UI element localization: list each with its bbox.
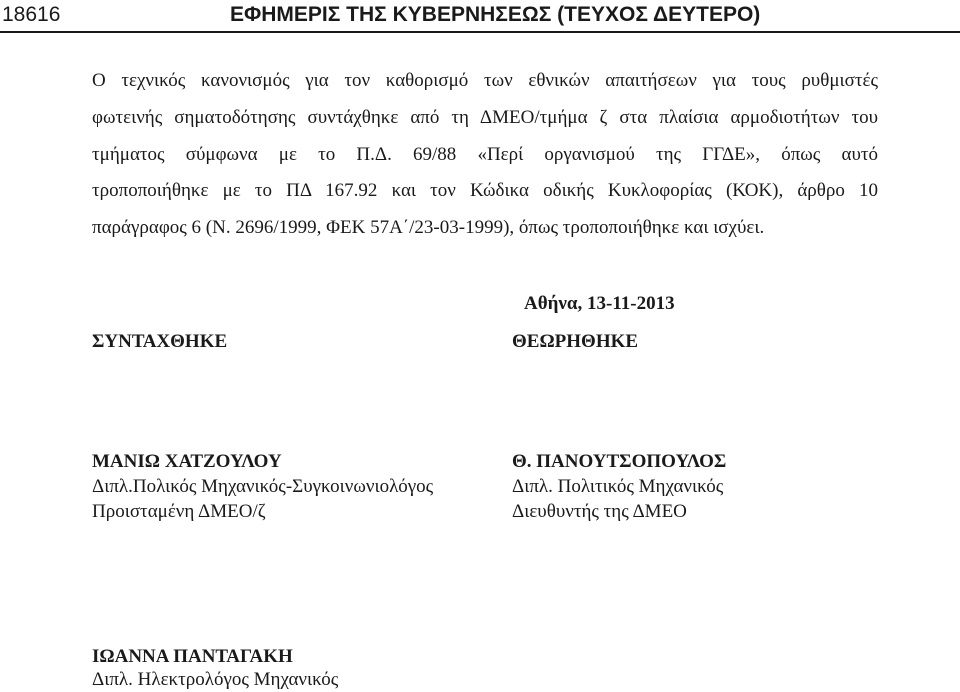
left-signatory-role: Προισταμένη ΔΜΕΟ/ζ <box>92 501 266 522</box>
page-header <box>0 0 960 34</box>
page-number: 18616 <box>2 3 61 26</box>
bottom-signatory-title: Διπλ. Ηλεκτρολόγος Μηχανικός <box>92 669 339 690</box>
right-signatory-name: Θ. ΠΑΝΟΥΤΣΟΠΟΥΛΟΣ <box>512 451 727 472</box>
right-signatory-title: Διπλ. Πολιτικός Μηχανικός <box>512 476 724 497</box>
left-signatory-name: ΜΑΝΙΩ ΧΑΤΖΟΥΛΟΥ <box>92 451 282 472</box>
left-signatory-title: Διπλ.Πολικός Μηχανικός-Συγκοινωνιολόγος <box>92 476 434 497</box>
reviewed-label: ΘΕΩΡΗΘΗΚΕ <box>512 331 639 352</box>
right-signatory-role: Διευθυντής της ΔΜΕΟ <box>512 501 687 522</box>
paragraph-line: τροποποιήθηκε με το ΠΔ 167.92 και τον Κώδικα οδικής Κυκλοφορίας (ΚΟΚ), άρθρο 10 <box>92 180 878 202</box>
body-paragraph <box>92 69 878 253</box>
gazette-title: ΕΦΗΜΕΡΙΣ ΤΗΣ ΚΥΒΕΡΝΗΣΕΩΣ (ΤΕΥΧΟΣ ΔΕΥΤΕΡΟ) <box>230 3 761 26</box>
paragraph-line: φωτεινής σηματοδότησης συντάχθηκε από τη ΔΜΕΟ/τμήμα ζ στα πλαίσια αρμοδιοτήτων του <box>92 106 878 128</box>
header-rule <box>0 31 960 33</box>
paragraph-line: Ο τεχνικός κανονισμός για τον καθορισμό των εθνικών απαιτήσεων για τους ρυθμιστές <box>92 70 878 91</box>
bottom-signatory-name: ΙΩΑΝΝΑ ΠΑΝΤΑΓΑΚΗ <box>92 646 293 667</box>
paragraph-line: τμήματος σύμφωνα με το Π.Δ. 69/88 «Περί οργανισμού της ΓΓΔΕ», όπως αυτό <box>92 143 878 165</box>
compiled-label: ΣΥΝΤΑΧΘΗΚΕ <box>92 331 228 352</box>
paragraph-line: παράγραφος 6 (Ν. 2696/1999, ΦΕΚ 57Α΄/23-03-1999), όπως τροποποιήθηκε και ισχύει. <box>92 217 765 239</box>
place-date: Αθήνα, 13-11-2013 <box>524 293 675 314</box>
